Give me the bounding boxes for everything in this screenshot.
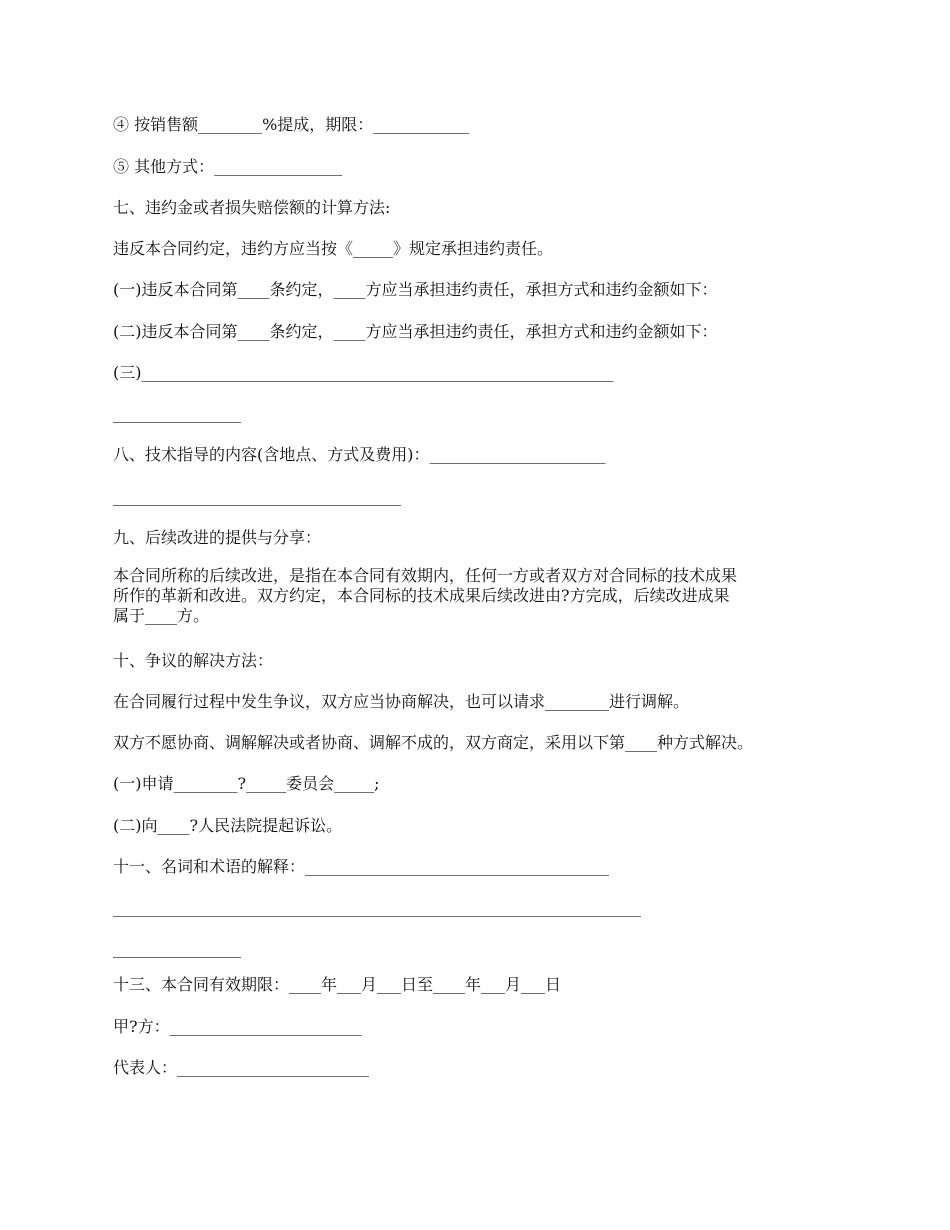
- dispute-option-1: (一)申请________?_____委员会_____;: [113, 774, 380, 793]
- improvement-paragraph: [113, 566, 853, 626]
- section-7-heading: 七、违约金或者损失赔偿额的计算方法:: [113, 198, 391, 217]
- liability-intro: 违反本合同约定，违约方应当按《_____》规定承担违约责任。: [113, 239, 554, 258]
- blank-line: ________________: [113, 404, 241, 423]
- section-10-heading: 十、争议的解决方法：: [113, 651, 274, 670]
- section-11-heading: 十一、名词和术语的解释：______________________________________: [113, 857, 610, 876]
- blank-line: ____________________________________: [113, 487, 401, 506]
- representative-field: 代表人：________________________: [113, 1058, 370, 1077]
- other-method-clause: ⑤ 其他方式：________________: [113, 157, 343, 176]
- section-9-heading: 九、后续改进的提供与分享：: [113, 528, 322, 547]
- dispute-mediation: 在合同履行过程中发生争议，双方应当协商解决，也可以请求________进行调解。: [113, 692, 690, 711]
- blank-line: ________________: [113, 939, 241, 958]
- dispute-option-2: (二)向____?人民法院提起诉讼。: [113, 816, 343, 835]
- section-13-validity: 十三、本合同有效期限：____年___月___日至____年___月___日: [113, 975, 562, 994]
- liability-item-2: (二)违反本合同第____条约定，____方应当承担违约责任，承担方式和违约金额如下：: [113, 322, 718, 341]
- party-a-field: 甲?方：________________________: [113, 1017, 362, 1036]
- paragraph-line: 所作的革新和改进。双方约定，本合同标的技术成果后续改进由?方完成，后续改进成果: [113, 586, 730, 605]
- paragraph-line: 本合同所称的后续改进，是指在本合同有效期内，任何一方或者双方对合同标的技术成果: [113, 566, 738, 585]
- commission-clause: ④ 按销售额________%提成，期限：____________: [113, 115, 470, 134]
- liability-item-1: (一)违反本合同第____条约定，____方应当承担违约责任，承担方式和违约金额如下：: [113, 280, 718, 299]
- paragraph-line: 属于____方。: [113, 606, 210, 625]
- blank-line: __________________________________________________________________: [113, 898, 641, 917]
- dispute-options: 双方不愿协商、调解解决或者协商、调解不成的，双方商定，采用以下第____种方式解决。: [113, 733, 754, 752]
- section-8-heading: 八、技术指导的内容(含地点、方式及费用)：______________________: [113, 445, 606, 464]
- liability-item-3: (三)___________________________________________________________: [113, 363, 614, 382]
